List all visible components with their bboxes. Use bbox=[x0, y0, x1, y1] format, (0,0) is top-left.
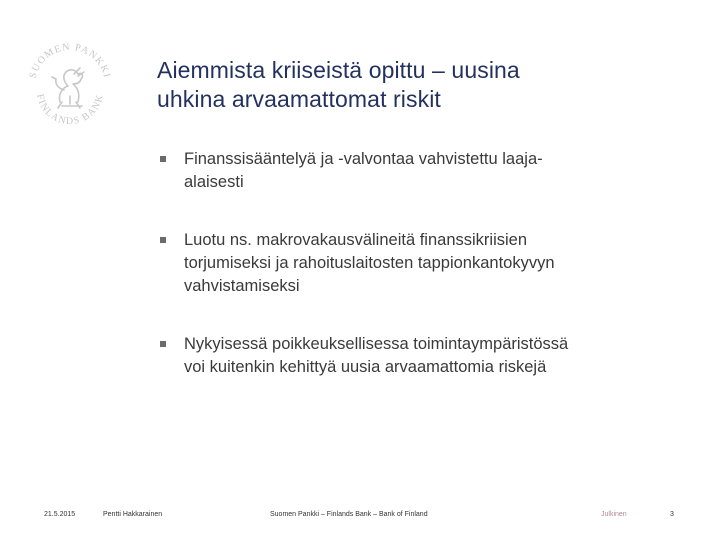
bullet-line: Finanssisääntelyä ja -valvontaa vahvistettu laaja- bbox=[184, 150, 543, 168]
footer-date: 21.5.2015 bbox=[44, 511, 76, 518]
footer-author: Pentti Hakkarainen bbox=[103, 511, 163, 518]
bullet-list bbox=[160, 148, 670, 379]
bullet-square-icon bbox=[160, 341, 166, 347]
lion-emblem-icon bbox=[18, 38, 122, 128]
bullet-item bbox=[160, 229, 670, 298]
bullet-line: vahvistamiseksi bbox=[184, 277, 300, 295]
bullet-square-icon bbox=[160, 237, 166, 243]
footer-organization: Suomen Pankki – Finlands Bank – Bank of Finland bbox=[270, 511, 428, 518]
logo-bottom-text: FINLANDS BANK bbox=[34, 92, 106, 128]
page-number: 3 bbox=[670, 511, 674, 518]
bullet-line: torjumiseksi ja rahoituslaitosten tappionkantokyvyn bbox=[184, 254, 555, 272]
bullet-line: Luotu ns. makrovakausvälineitä finanssikriisien bbox=[184, 231, 528, 249]
bullet-item bbox=[160, 333, 670, 379]
bank-logo bbox=[18, 38, 122, 128]
bullet-line: Nykyisessä poikkeuksellisessa toimintaympäristössä bbox=[184, 335, 569, 353]
logo-top-text: SUOMEN PANKKI bbox=[27, 41, 113, 80]
bullet-item bbox=[160, 148, 670, 194]
bullet-line: voi kuitenkin kehittyä uusia arvaamattomia riskejä bbox=[184, 358, 547, 376]
svg-text:SUOMEN PANKKI bbox=[28, 42, 113, 80]
slide-title bbox=[157, 56, 657, 114]
title-line: Aiemmista kriiseistä opittu – uusina bbox=[157, 57, 520, 83]
bullet-line: alaisesti bbox=[184, 173, 244, 191]
bullet-square-icon bbox=[160, 156, 166, 162]
title-line: uhkina arvaamattomat riskit bbox=[157, 86, 441, 112]
footer-classification: Julkinen bbox=[601, 511, 627, 518]
